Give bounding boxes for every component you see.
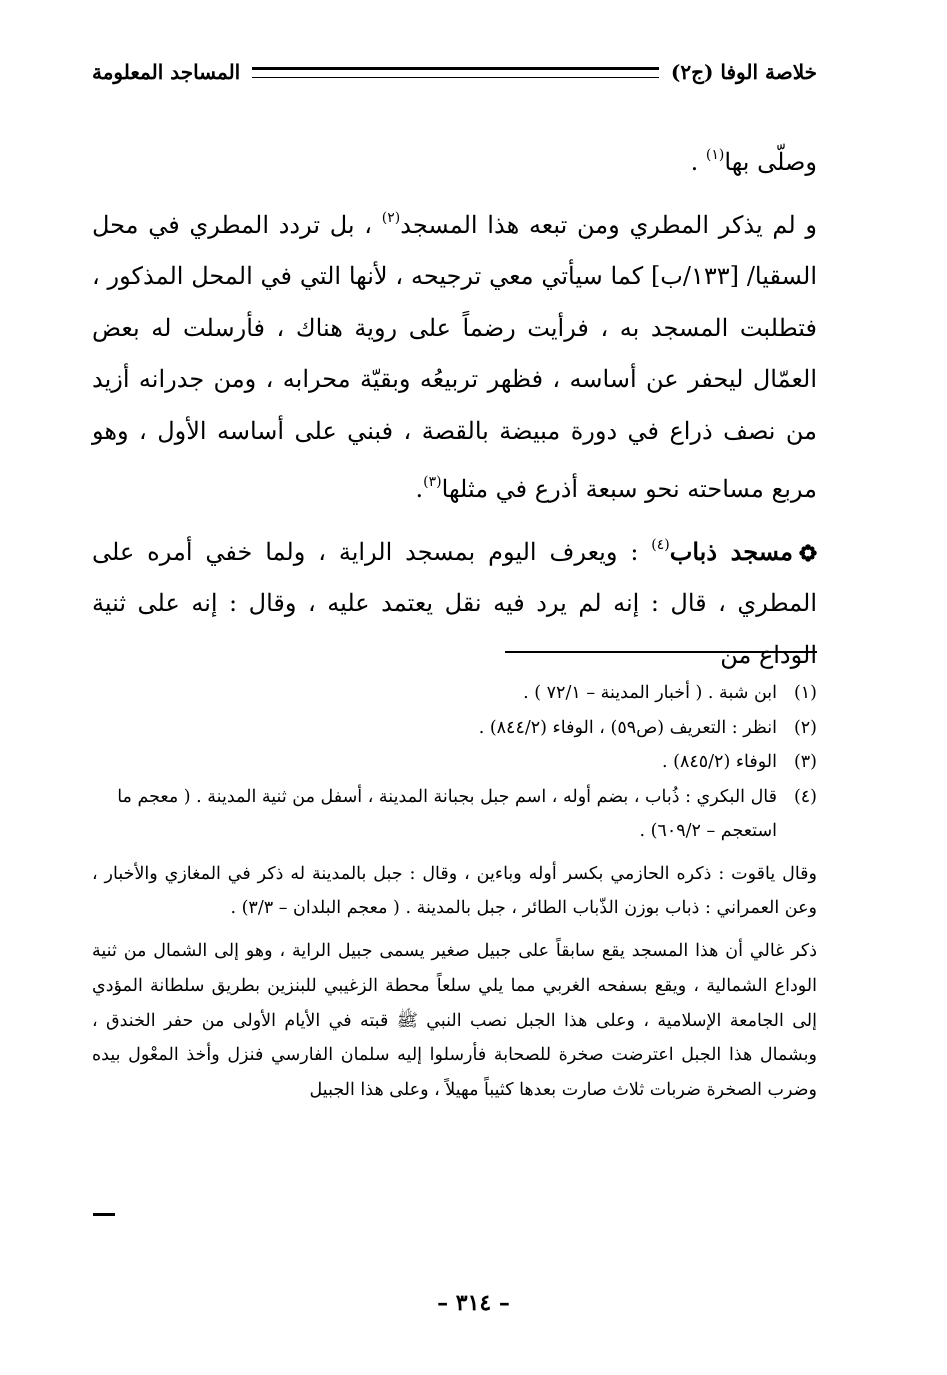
section-title: المساجد المعلومة xyxy=(92,60,241,84)
footnote-ref-3[interactable]: (٣) xyxy=(423,474,442,490)
footnote-4: (٤) قال البكري : ذُباب ، بضم أوله ، اسم جبل بجبانة المدينة ، أسفل من ثنية المدينة . ( معجم ما xyxy=(117,786,817,807)
book-title: خلاصة الوفا (ج٢) xyxy=(670,60,817,84)
continuation-dash xyxy=(93,1213,115,1216)
main-text xyxy=(92,130,817,681)
footnote-4-yaqut: وقال ياقوت : ذكره الحازمي بكسر أوله وباءين ، وقال : جبل بالمدينة له ذكر في المغازي والأخبار ، وعن العمراني : ذباب بوزن الذّباب الطائر ، جبل بالمدينة . ( معجم البلدان – ٣/٣) . xyxy=(92,863,817,919)
flower-icon xyxy=(799,544,817,562)
page-number: – ٣١٤ – xyxy=(437,1290,510,1316)
footnote-1: (١) ابن شبة . ( أخبار المدينة – ٧٢/١ ) . xyxy=(523,683,817,703)
paragraph-entry-masjid-dhubab: مسجد ذباب$^{(٤)}$ : ويعرف اليوم بمسجد الراية ، ولما خفي أمره على المطري ، قال : إنه لم يرد فيه نقل يعتمد عليه ، وقال : إنه على ثنية الوداع من xyxy=(92,536,817,669)
footnote-ref-2[interactable]: (٢) xyxy=(381,209,401,226)
paragraph-1: وصلّى بها$^{(١)}$ . xyxy=(690,147,817,176)
entry-title: مسجد ذباب xyxy=(669,536,794,566)
footnote-ref-1[interactable]: (١) xyxy=(705,147,725,163)
footnotes xyxy=(92,676,817,1108)
footnote-separator xyxy=(505,651,817,653)
footnote-ref-4[interactable]: (٤) xyxy=(651,536,670,553)
header-rule xyxy=(252,67,659,78)
footnote-3: (٣) الوفاء (٨٤٥/٢) . xyxy=(661,752,817,772)
footnote-4-continuation: استعجم – ٦٠٩/٢) . xyxy=(639,821,777,841)
paragraph-2: و لم يذكر المطري ومن تبعه هذا المسجد$^{(٢)}$ ، بل تردد المطري في محل السقيا/ [١٣٣/ب] كما سيأتي معي ترجيحه ، لأنها التي في المحل المذكور ، فتطلبت المسجد به ، فرأيت رضماً على روية هناك ، فأرسلت له بعض العمّال ليحفر عن أساسه ، فظهر تربيعُه وبقيّة محرابه ، ومن جدرانه أزيد من نصف ذراع في دورة مبيضة بالقصة ، فبني على أساسه الأول ، وهو مربع مساحته نحو سبعة أذرع في مثلها$^{(٣)}$. xyxy=(92,209,818,503)
running-header xyxy=(92,55,817,89)
footnote-2: (٢) انظر : التعريف (ص٥٩) ، الوفاء (٨٤٤/٢) . xyxy=(478,717,817,738)
footnote-4-ghali: ذكر غالي أن هذا المسجد يقع سابقاً على جبيل صغير يسمى جبيل الراية ، وهو إلى الشمال من ثنية الوداع الشمالية ، ويقع بسفحه الغربي مما يلي سلعاً محطة الزغيبي للبنزين بطريق سلطانة المؤدي إلى الجامعة الإسلامية ، وعلى هذا الجبل نصب النبي ﷺ قبته في الأيام الأولى من حفر الخندق ، وبشمال هذا الجبل اعترضت صخرة للصحابة فأرسلوا إليه سلمان الفارسي فنزل وأخذ المعْول بيده وضرب الصخرة ضربات ثلاث صارت بعدها كثيباً مهيلاً ، وعلى هذا الجبيل xyxy=(92,941,817,1101)
